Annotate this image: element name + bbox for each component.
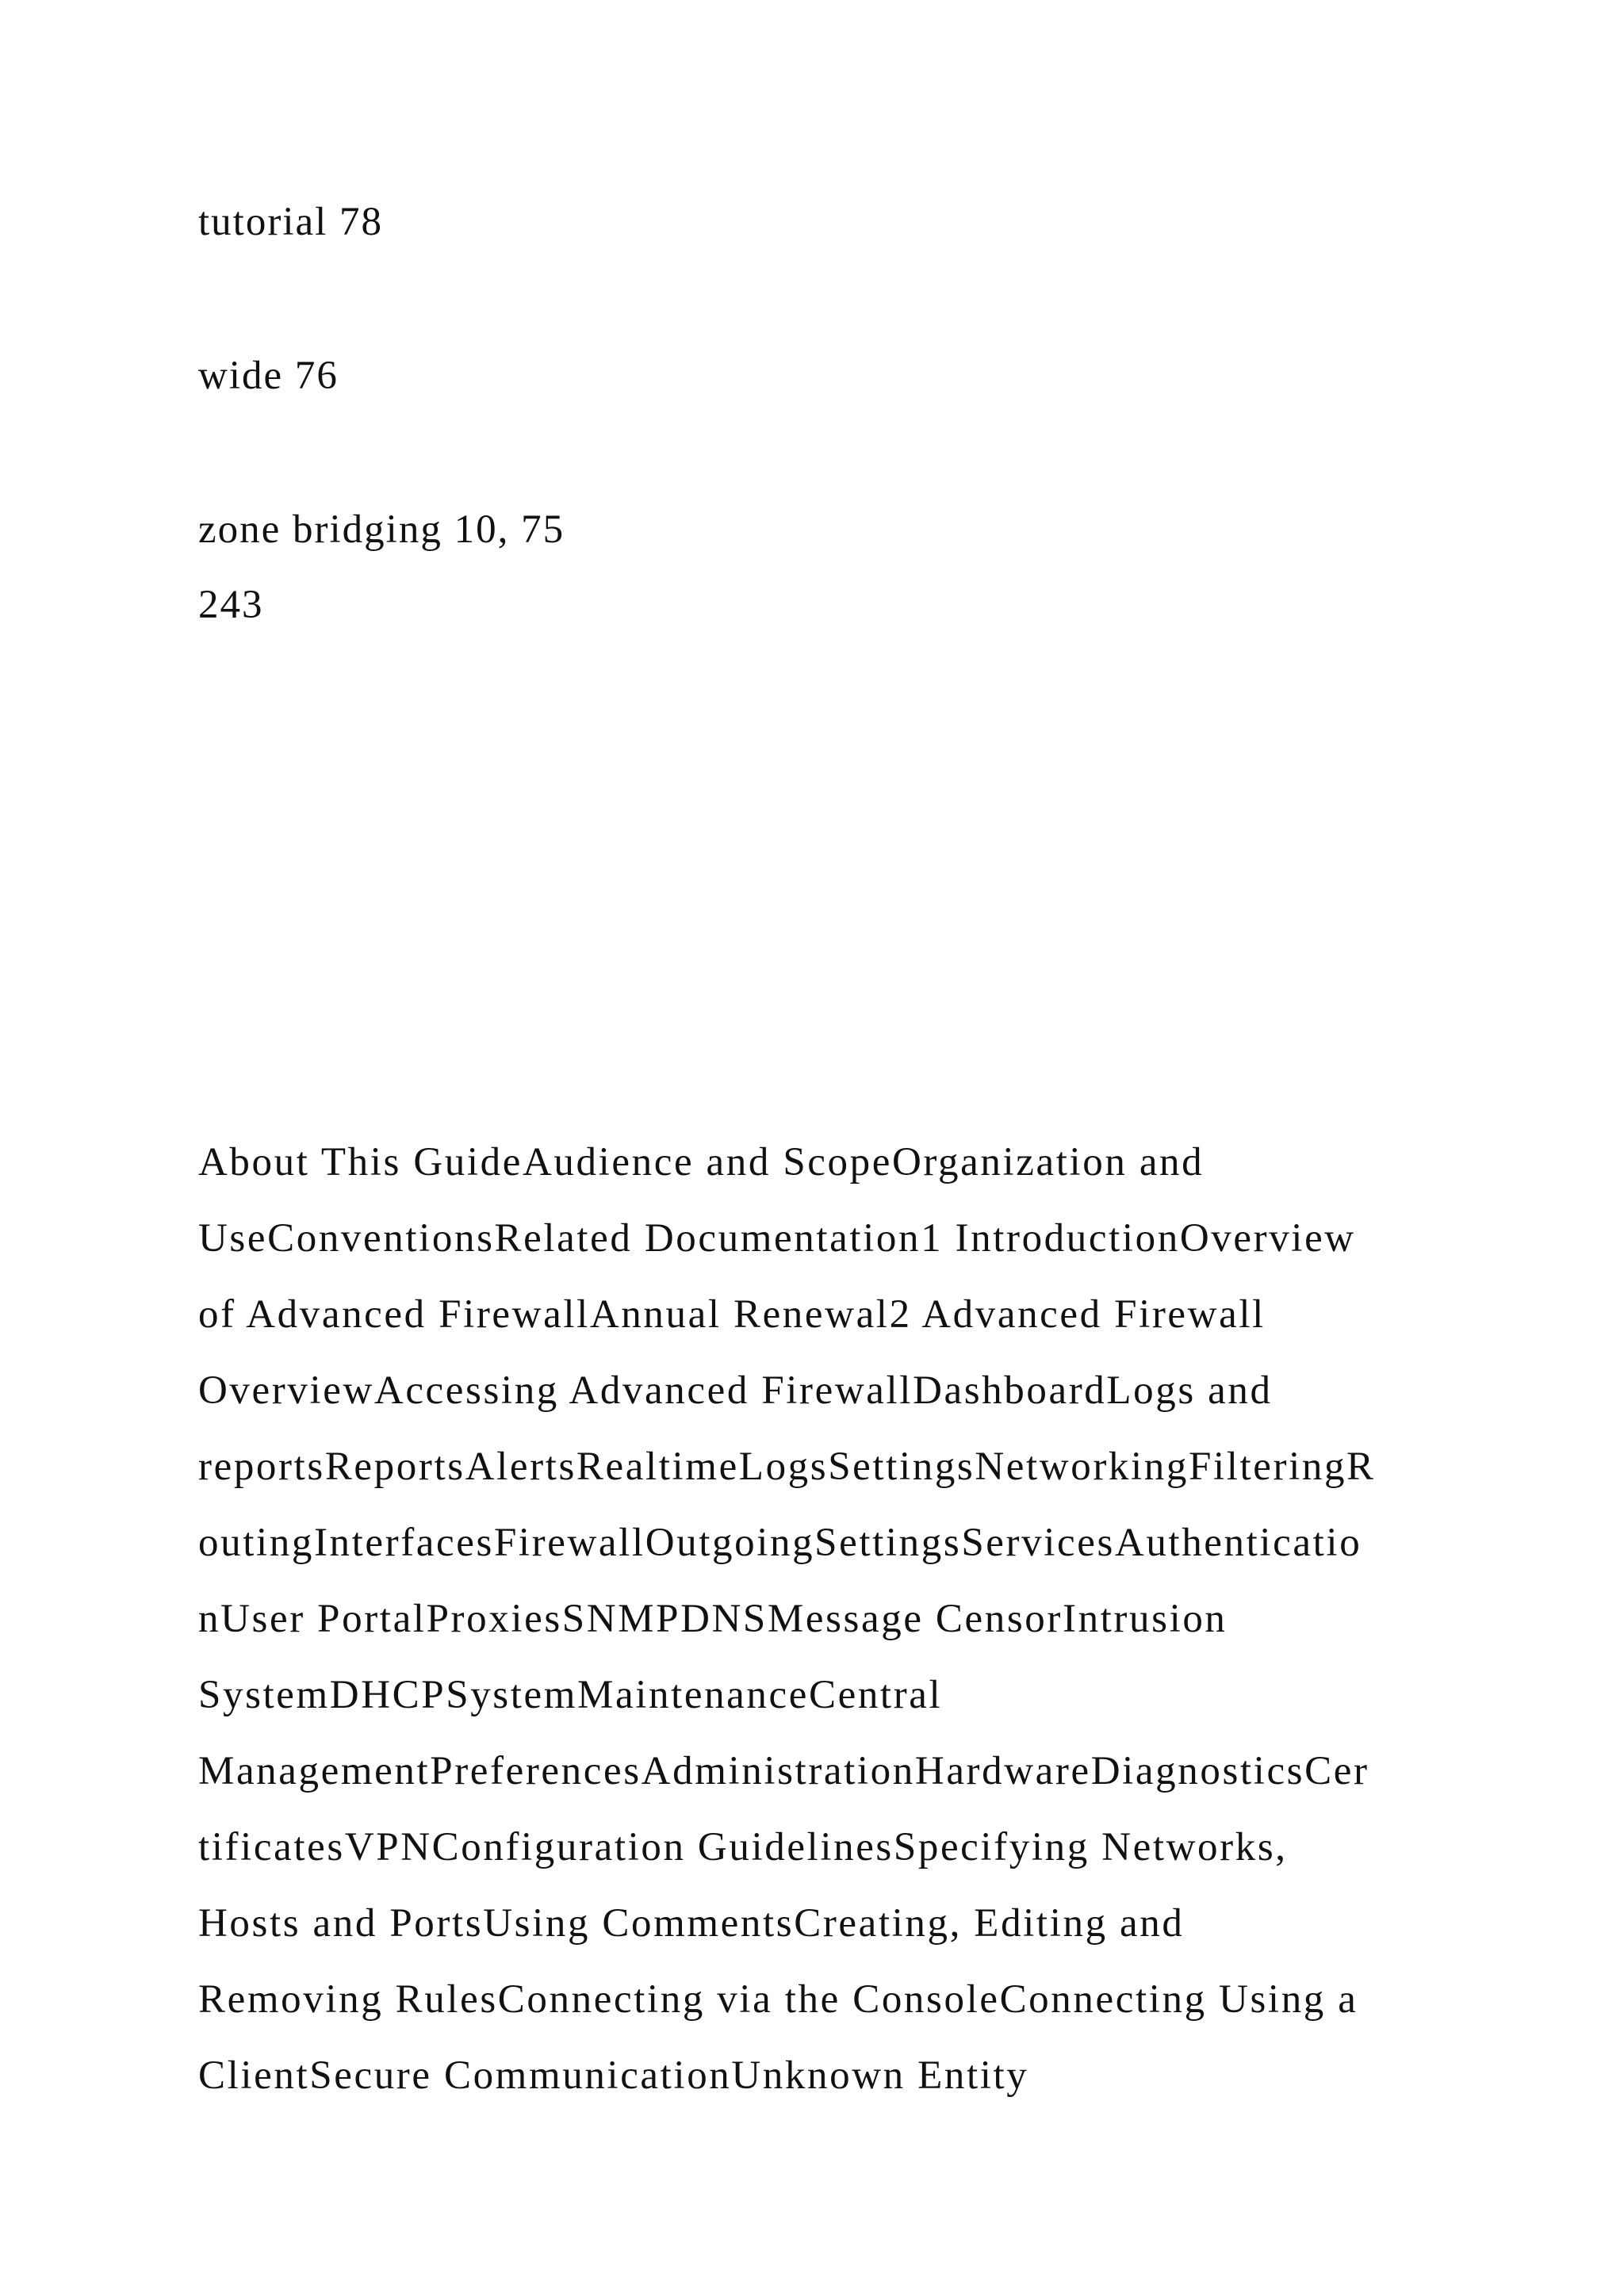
toc-line: outingInterfacesFirewallOutgoingSettingsServicesAuthenticatio (198, 1521, 1362, 1565)
toc-line: SystemDHCPSystemMaintenanceCentral (198, 1673, 943, 1717)
page-number: 243 (198, 583, 264, 627)
index-entry-wide: wide 76 (198, 354, 339, 398)
toc-line: OverviewAccessing Advanced FirewallDashboardLogs and (198, 1368, 1273, 1413)
toc-line: UseConventionsRelated Documentation1 IntroductionOverview (198, 1216, 1356, 1261)
toc-line: tificatesVPNConfiguration GuidelinesSpecifying Networks, (198, 1825, 1288, 1869)
index-entry-zone-bridging: zone bridging 10, 75 (198, 507, 565, 552)
toc-line: ClientSecure CommunicationUnknown Entity (198, 2053, 1029, 2098)
toc-line: ManagementPreferencesAdministrationHardwareDiagnosticsCer (198, 1749, 1369, 1793)
toc-line: nUser PortalProxiesSNMPDNSMessage CensorIntrusion (198, 1597, 1228, 1641)
toc-line: Hosts and PortsUsing CommentsCreating, Editing and (198, 1901, 1185, 1946)
index-entry-tutorial: tutorial 78 (198, 200, 384, 244)
toc-line: reportsReportsAlertsRealtimeLogsSettingsNetworkingFilteringR (198, 1445, 1376, 1489)
table-of-contents (198, 1124, 1451, 2114)
toc-line: of Advanced FirewallAnnual Renewal2 Advanced Firewall (198, 1292, 1266, 1337)
toc-line: About This GuideAudience and ScopeOrganization and (198, 1140, 1205, 1184)
toc-line: Removing RulesConnecting via the ConsoleConnecting Using a (198, 1977, 1358, 2022)
